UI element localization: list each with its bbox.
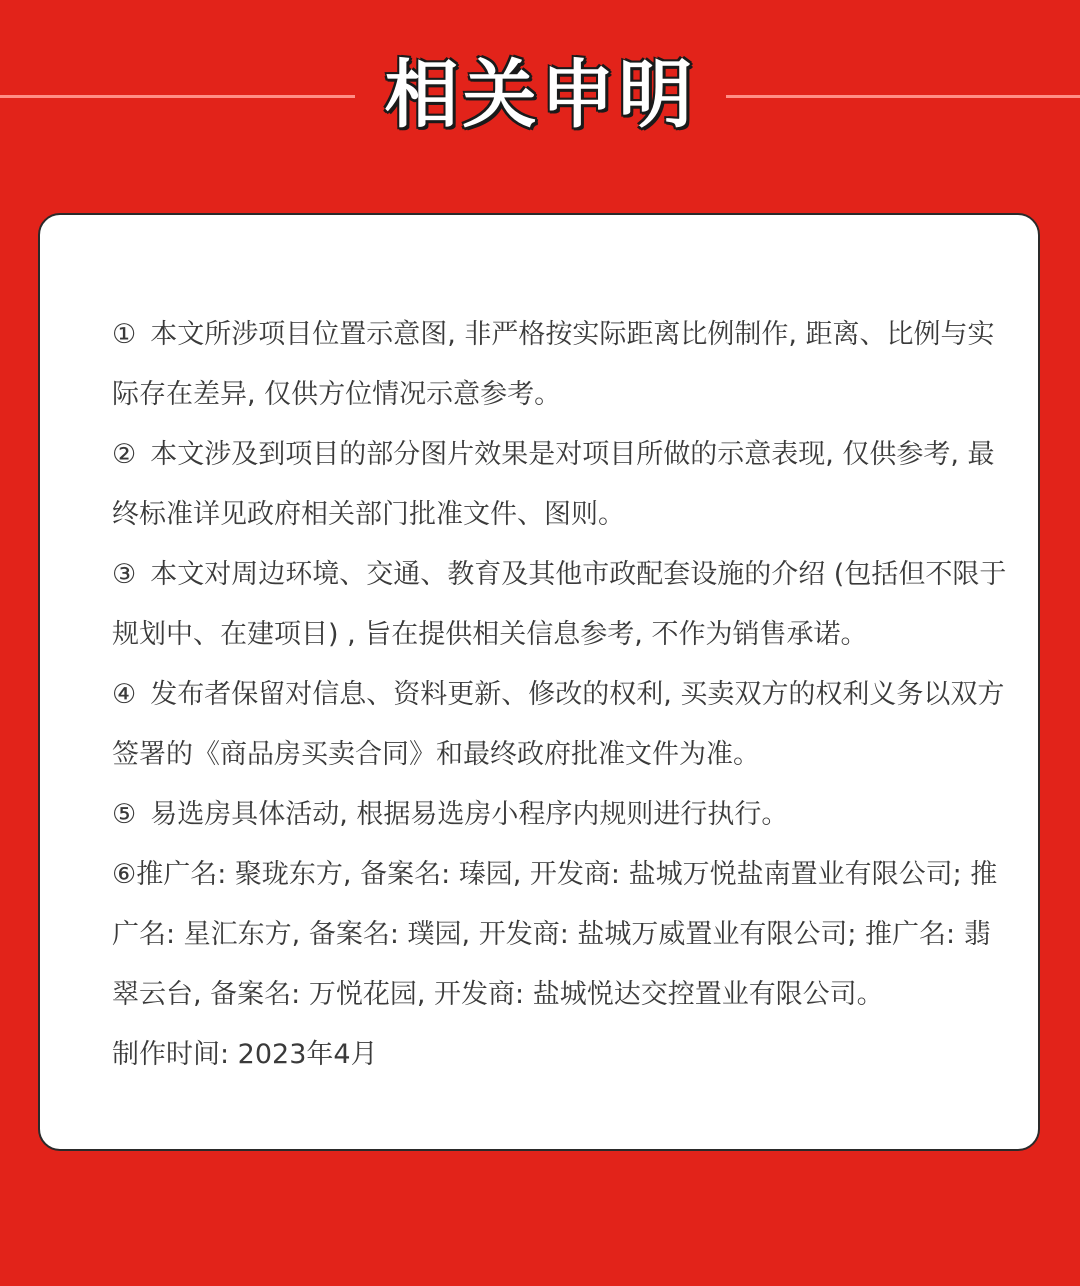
disclaimer-item-5 bbox=[112, 785, 1012, 845]
item-number: ④ bbox=[112, 679, 137, 710]
item-text: 本文所涉项目位置示意图, 非严格按实际距离比例制作, 距离、比例与实际存在差异, 仅供方位情况示意参考。 bbox=[112, 319, 995, 410]
disclaimer-item-3 bbox=[112, 545, 1012, 665]
item-text: 发布者保留对信息、资料更新、修改的权利, 买卖双方的权利义务以双方签署的《商品房买卖合同》和最终政府批准文件为准。 bbox=[112, 679, 1005, 770]
disclaimer-item-2 bbox=[112, 425, 1012, 545]
item-text: 推广名: 聚珑东方, 备案名: 瑧园, 开发商: 盐城万悦盐南置业有限公司; 推广名: 星汇东方, 备案名: 璞园, 开发商: 盐城万威置业有限公司; 推广名: 翡翠云台, 备案名: 万悦花园, 开发商: 盐城悦达交控置业有限公司。 bbox=[112, 859, 998, 1010]
item-number: ⑤ bbox=[112, 799, 137, 830]
disclaimer-content bbox=[112, 305, 1012, 1085]
disclaimer-card bbox=[38, 213, 1040, 1151]
disclaimer-item-4 bbox=[112, 665, 1012, 785]
item-text: 本文对周边环境、交通、教育及其他市政配套设施的介绍 (包括但不限于规划中、在建项目) , 旨在提供相关信息参考, 不作为销售承诺。 bbox=[112, 559, 1007, 650]
production-time: 制作时间: 2023年4月 bbox=[112, 1039, 378, 1070]
item-text: 易选房具体活动, 根据易选房小程序内规则进行执行。 bbox=[150, 799, 789, 830]
title-rule-right bbox=[726, 95, 1080, 98]
page-title: 相关申明 bbox=[384, 52, 697, 138]
item-number: ③ bbox=[112, 559, 137, 590]
title-rule-left bbox=[0, 95, 355, 98]
disclaimer-item-6 bbox=[112, 845, 1012, 1025]
item-number: ① bbox=[112, 319, 137, 350]
disclaimer-item-1 bbox=[112, 305, 1012, 425]
item-number: ⑥ bbox=[112, 859, 137, 890]
item-text: 本文涉及到项目的部分图片效果是对项目所做的示意表现, 仅供参考, 最终标准详见政府相关部门批准文件、图则。 bbox=[112, 439, 995, 530]
item-number: ② bbox=[112, 439, 137, 470]
